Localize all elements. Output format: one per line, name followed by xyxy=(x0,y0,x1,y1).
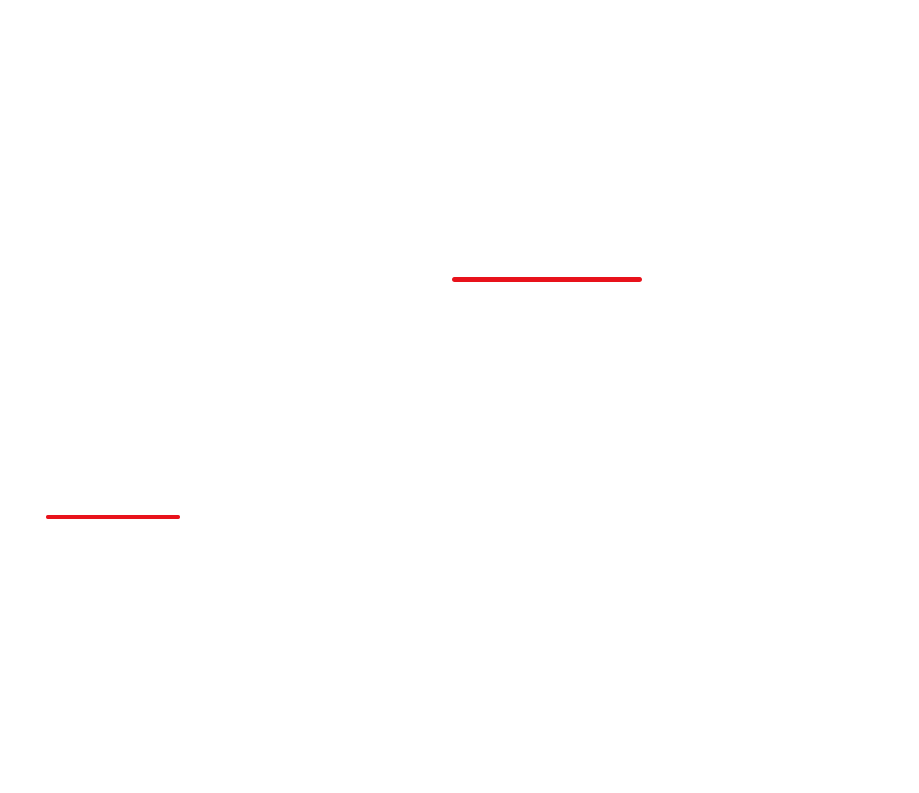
figure-plots xyxy=(0,0,919,265)
references-section xyxy=(629,394,890,408)
figure-1 xyxy=(0,0,919,265)
caption-highlight-mark xyxy=(452,277,642,282)
text-highlight-mark xyxy=(46,515,180,519)
